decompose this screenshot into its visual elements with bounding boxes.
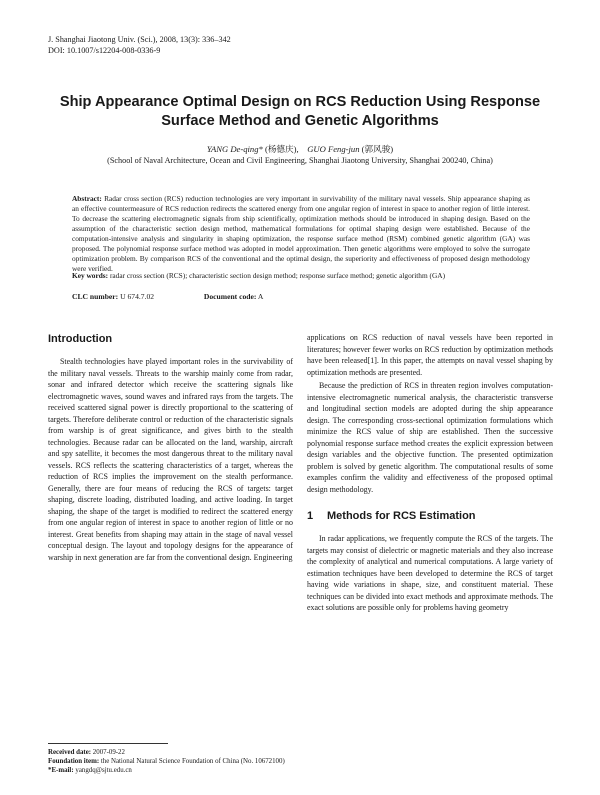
right-paragraph-2: Because the prediction of RCS in threaten region involves computation-intensive electromagnetic numerical analysis, the characteristic transverse and longitudinal section models are adopted during the ship appearance design. The corresponding cross-sectional optimization formulations which minimize the RCS value of ship are established. Then the successive polynomial response surface method creates the explicit expression between design variables and the objective function. The presented optimization problem is solved by genetic algorithm. The computational results of some examples confirm the validity and effectiveness of the proposed optimal design methodology. bbox=[307, 381, 553, 494]
email-label: *E-mail: bbox=[48, 767, 74, 774]
right-column bbox=[307, 332, 553, 614]
received-date bbox=[48, 748, 293, 757]
footnotes bbox=[48, 748, 293, 775]
abstract-label: Abstract: bbox=[72, 194, 102, 203]
foundation-label: Foundation item: bbox=[48, 758, 100, 765]
right-paragraph-1-text: applications on RCS reduction of naval vessels have been reported in literatures; however fewer works on RCS reduction by optimization methods have been released[1]. In this paper, the attempts on naval vessel shaping by optimization methods are presented. bbox=[307, 333, 553, 377]
keywords bbox=[72, 271, 530, 281]
title-line-1: Ship Appearance Optimal Design on RCS Reduction Using Response bbox=[59, 94, 541, 110]
section-1-paragraph: In radar applications, we frequently compute the RCS of the targets. The targets may consist of dielectric or magnetic materials and they also increase the complexity of analytical and numerical computations. A large variety of estimation techniques have been developed to determine the RCS of target having wide variations in shape, size, and constituent material. These techniques can be divided into exact methods and approximate methods. The exact solutions are possible only for problems having geometry bbox=[307, 534, 553, 612]
affiliation: (School of Naval Architecture, Ocean and Civil Engineering, Shanghai Jiaotong University, Shanghai 200240, China) bbox=[107, 156, 493, 165]
journal-header bbox=[48, 34, 231, 56]
email bbox=[48, 766, 293, 775]
introduction-heading: Introduction bbox=[48, 333, 113, 345]
introduction-paragraph: Stealth technologies have played important roles in the survivability of the military naval vessels. Threats to the warship mainly come from radar, sonar and infrared detector which receive the scattering signals like electromagnetic waves, sound waves and infrared rays from the targets. The received scattered signal power is directly proportional to the scattering of targets. Therefore deliberate control or reduction of the characteristic signals from warship is of great significance, and gives birth to the stealth technologies. Because radar can be allocated on the land, warship, aircraft and spy satellite, it becomes the most dangerous threat to the military naval vessels. RCS reflects the scattering characteristics of a target, whereas the reduction of RCS implies the improvement on the stealth performance. Generally, there are four means of reducing the RCS of targets: target shaping, discrete loading, distributed loading, and active loading. In target shaping, the shape of the target is modified to redirect the scattered energy from one angular region of interest in space to another region of little or no interest. Great benefits from shaping may attain in the stage of naval vessel conceptual design. The layout and topology designs for the appearance of warship in next generation are far from the conventional design. Engineering bbox=[48, 357, 293, 562]
journal-citation: J. Shanghai Jiaotong Univ. (Sci.), 2008, 13(3): 336–342 bbox=[48, 35, 231, 44]
footnote-rule bbox=[48, 743, 168, 744]
clc-value: U 674.7.02 bbox=[120, 292, 155, 301]
document-code-value: A bbox=[257, 292, 264, 301]
author-1: YANG De-qing* bbox=[206, 144, 263, 154]
received-value: 2007-09-22 bbox=[92, 749, 125, 756]
email-value[interactable]: yangdq@sjtu.edu.cn bbox=[75, 767, 132, 774]
foundation-value: the National Natural Science Foundation of China (No. 10672100) bbox=[100, 758, 285, 765]
title-line-2: Surface Method and Genetic Algorithms bbox=[161, 113, 439, 129]
keywords-text: radar cross section (RCS); characteristic section design method; response surface method; genetic algorithm (GA) bbox=[109, 271, 446, 280]
author-1-chinese: (杨德庆), bbox=[264, 144, 299, 154]
received-label: Received date: bbox=[48, 749, 92, 756]
left-column bbox=[48, 332, 293, 563]
author-2: GUO Feng-jun bbox=[307, 144, 360, 154]
paper-title bbox=[40, 93, 560, 131]
classification bbox=[72, 292, 263, 302]
abstract bbox=[72, 194, 530, 274]
author-list bbox=[40, 143, 560, 155]
author-2-chinese: (郭风骏) bbox=[361, 144, 394, 154]
doi: DOI: 10.1007/s12204-008-0336-9 bbox=[48, 46, 161, 55]
foundation-item bbox=[48, 757, 293, 766]
section-1-title: Methods for RCS Estimation bbox=[327, 510, 476, 522]
section-1-number: 1 bbox=[307, 510, 314, 522]
abstract-text: Radar cross section (RCS) reduction technologies are very important in survivability of the military naval vessels. Ship appearance shaping as an effective countermeasure of RCS reduction redirects the scattered energy from one angular region of interest in space to another region of little interest. To decrease the scattering electromagnetic signals from ship scientifically, optimization methods should be introduced in shaping design. Based on the assumption of the characteristic section design method, mathematical formulations for optimal shaping design were established. Because of the computation-intensive analysis and singularity in shaping optimization, the response surface method (RSM) combined genetic algorithm (GA) was proposed. The polynomial response surface method was adopted in model approximation. Then genetic algorithms were employed to solve the surrogate optimization problem. By comparison RCS of the conventional and the optimal design, the superiority and effectiveness of proposed design methodology were verified. bbox=[72, 194, 530, 273]
clc-label: CLC number: bbox=[72, 292, 119, 301]
keywords-label: Key words: bbox=[72, 271, 109, 280]
right-paragraph-1 bbox=[307, 332, 553, 378]
section-1-heading bbox=[307, 509, 553, 523]
document-code-label: Document code: bbox=[203, 292, 257, 301]
